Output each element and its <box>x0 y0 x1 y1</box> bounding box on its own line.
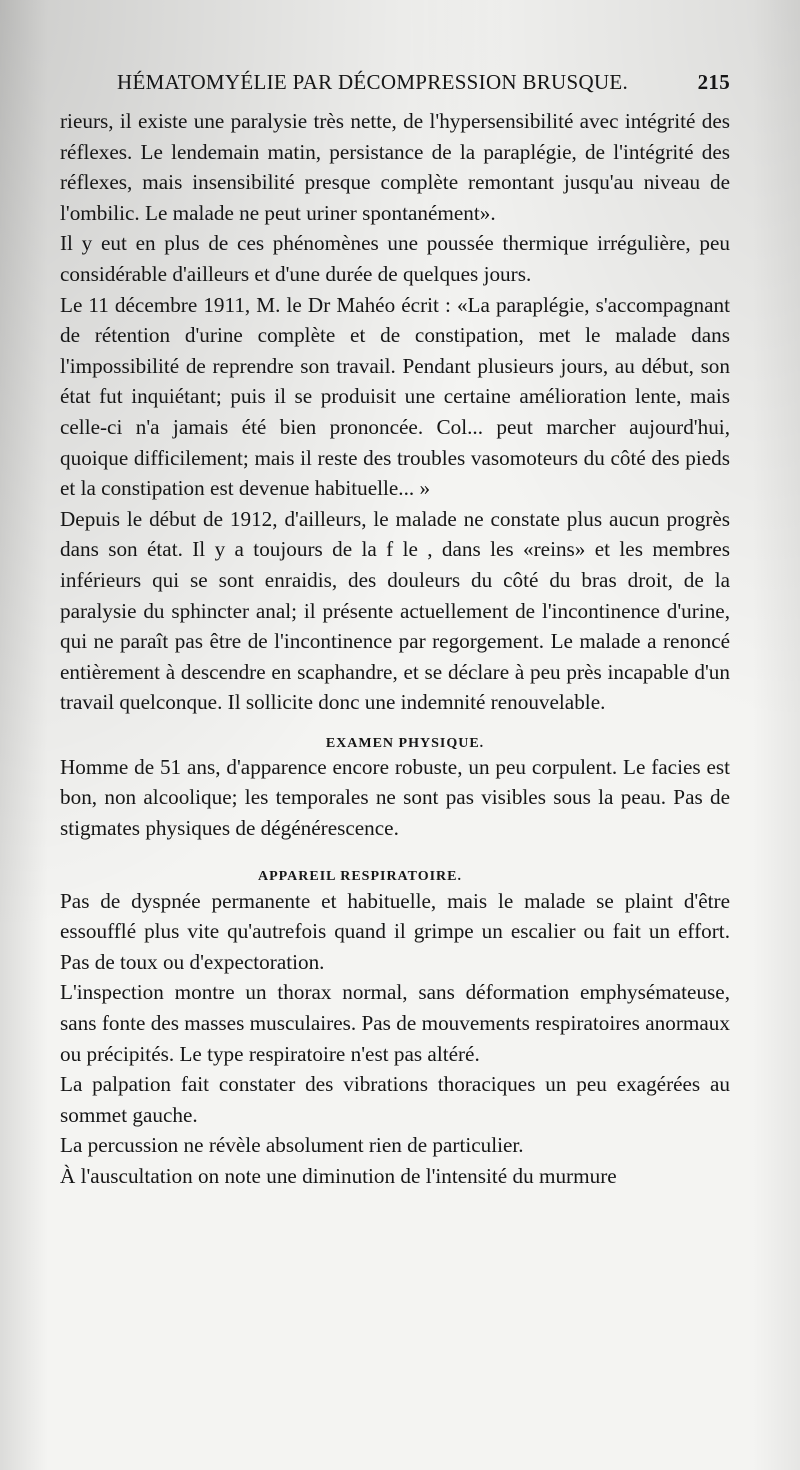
section-heading-appareil-respiratoire: APPAREIL RESPIRATOIRE. <box>257 868 463 884</box>
section-heading-examen-physique: EXAMEN PHYSIQUE. <box>325 735 485 751</box>
paragraph: Le 11 décembre 1911, M. le Dr Mahéo écrit : «La paraplégie, s'accompagnant de rétention d'urine complète et de constipation, met le malade dans l'impossibilité de reprendre son travail. Pendant plusieurs jours, au début, son état fut inquiétant; puis il se produisit une certaine amélioration lente, mais celle-ci n'a jamais été bien prononcée. Col... peut marcher aujourd'hui, quoique difficilement; mais il reste des troubles vasomoteurs du côté des pieds et la constipation est devenue habituelle... » <box>60 292 730 501</box>
page-number: 215 <box>697 70 730 94</box>
paragraph: Depuis le début de 1912, d'ailleurs, le malade ne constate plus aucun progrès dans son état. Il y a toujours de la f le , dans les «reins» et les membres inférieurs qui se sont enraidis, des douleurs du côté du bras droit, de la paralysie du sphincter anal; il présente actuellement de l'incontinence d'urine, qui ne paraît pas être de l'incontinence par regorgement. Le malade a renoncé entièrement à descendre en scaphandre, et se déclare à peu près incapable d'un travail quelconque. Il sollicite donc une indemnité renouvelable. <box>60 506 730 715</box>
paragraph: La palpation fait constater des vibrations thoraciques un peu exagérées au sommet gauche. <box>60 1072 730 1127</box>
running-header <box>60 62 730 106</box>
body-text <box>60 106 730 1192</box>
paragraph: L'inspection montre un thorax normal, sans déformation emphysémateuse, sans fonte des masses musculaires. Pas de mouvements respiratoires anormaux ou précipités. Le type respiratoire n'est pas altéré. <box>60 980 730 1066</box>
paragraph: À l'auscultation on note une diminution de l'intensité du murmure <box>60 1164 617 1188</box>
paragraph: Il y eut en plus de ces phénomènes une poussée thermique irrégulière, peu considérable d'ailleurs et d'une durée de quelques jours. <box>60 231 730 286</box>
paragraph: La percussion ne révèle absolument rien de particulier. <box>60 1133 524 1158</box>
paragraph: Homme de 51 ans, d'apparence encore robuste, un peu corpulent. Le facies est bon, non alcoolique; les temporales ne sont pas visibles sous la peau. Pas de stigmates physiques de dégénérescence. <box>60 754 730 841</box>
paragraph: rieurs, il existe une paralysie très nette, de l'hypersensibilité avec intégrité des réflexes. Le lendemain matin, persistance de la paraplégie, de l'intégrité des réflexes, mais insensibilité presque complète remontant jusqu'au niveau de l'ombilic. Le malade ne peut uriner spontanément». <box>60 109 730 225</box>
running-title: HÉMATOMYÉLIE PAR DÉCOMPRESSION BRUSQUE. <box>117 70 629 94</box>
paragraph: Pas de dyspnée permanente et habituelle, mais le malade se plaint d'être essoufflé plus vite qu'autrefois quand il grimpe un escalier ou fait un effort. Pas de toux ou d'expectoration. <box>60 888 730 974</box>
